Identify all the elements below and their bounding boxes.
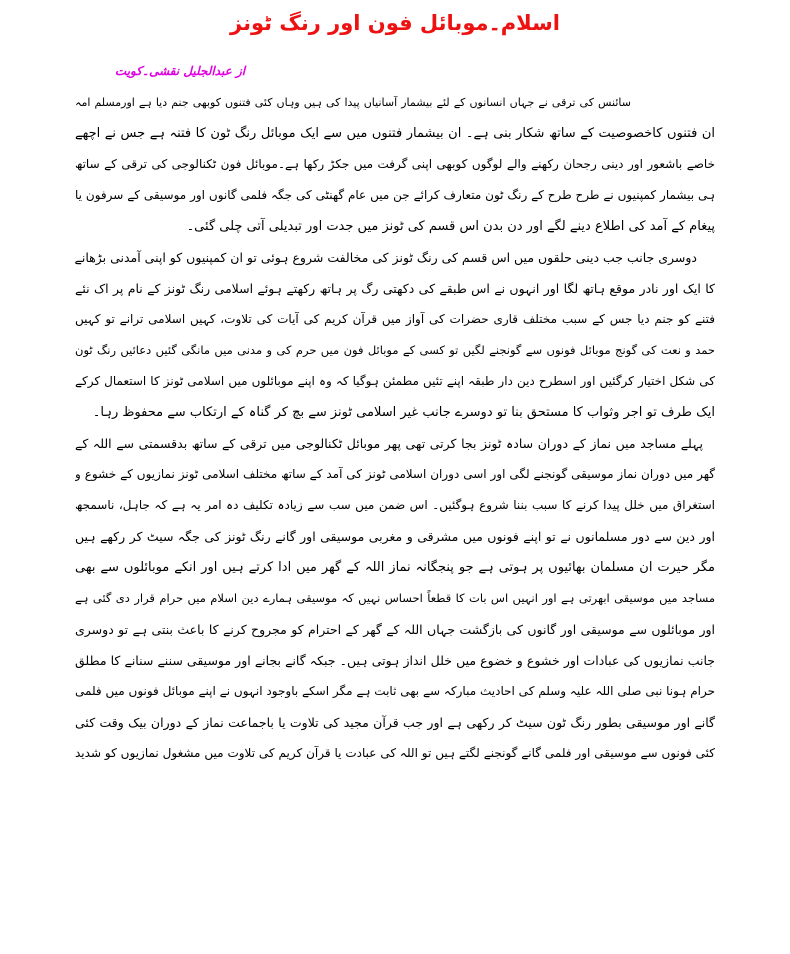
article-byline: از عبدالجلیل نقشی۔کویت: [114, 64, 246, 78]
text-line: استغراق میں خلل پیدا کرنے کا سبب بننا شروع ہوگئیں۔ اس ضمن میں سب سے زیادہ تکلیف دہ امر یہ ہے کہ جاہل، ناسمجھ: [75, 498, 715, 512]
text-line: ہی بیشمار کمپنیوں نے طرح طرح کے رنگ ٹون متعارف کرائے جن میں عام گھنٹی کی جگہ فلمی گانوں اور موسیقی کے سرفون یا: [75, 188, 715, 202]
text-line: کا ایک اور نادر موقع ہاتھ لگا اور انہوں نے اس طبقے کی دکھتی رگ پر ہاتھ رکھتے ہوئے اسلامی رنگ ٹونز کے نام پر اک نئے: [75, 281, 715, 296]
text-line: حمد و نعت کی گونج موبائل فونوں سے گونجنے لگیں تو کسی کے موبائل فون میں حرم کی و مدنی میں مانگی گئیں دعائیں رنگ ٹون: [75, 343, 715, 357]
text-line: اور موبائلوں سے موسیقی اور گانوں کی بازگشت جہاں اللہ کے گھر کے احترام کو مجروح کرنے کا باعث بنتی ہے تو دوسری: [75, 622, 715, 637]
text-line: خاصے باشعور اور دینی رجحان رکھنے والے لوگوں کوبھی اپنی گرفت میں جکڑ رکھا ہے۔موبائل فون ٹکنالوجی کی ترقی کے ساتھ: [75, 157, 715, 171]
text-line: کی شکل اختیار کرگئیں اور اسطرح دین دار طبقہ اپنے تئیں مطمئن ہوگیا کہ وہ اپنے موبائلوں میں اسلامی ٹونز کا استعمال کرکے: [75, 374, 715, 388]
article-title: اسلام۔موبائل فون اور رنگ ٹونز: [230, 11, 560, 35]
text-line: اور دین سے دور مسلمانوں نے تو اپنے فونوں میں مشرقی و مغربی موسیقی اور گانے رنگ ٹونز کی جگہ سیٹ کر رکھے ہیں: [75, 529, 715, 544]
text-line: مگر حیرت ان مسلمان بھائیوں پر ہوتی ہے جو پنجگانہ نماز اللہ کے گھر میں ادا کرتے ہیں اور انکے موبائلوں سے بھی: [75, 560, 715, 575]
text-line: ایک طرف تو اجر وثواب کا مستحق بنا تو دوسرے جانب غیر اسلامی ٹونز سے بچ کر گناہ کے ارتکاب سے محفوظ رہا۔: [92, 405, 715, 420]
text-line: پہلے مساجد میں نماز کے دوران سادہ ٹونز بجا کرتی تھی پھر موبائل ٹکنالوجی میں ترقی کے ساتھ بدقسمتی سے اللہ کے: [75, 436, 703, 451]
article-body: [75, 87, 715, 769]
text-line: گانے اور موسیقی بطور رنگ ٹون سیٹ کر رکھی ہے اور جب قرآن مجید کی تلاوت یا باجماعت نماز کے دوران بیک وقت کئی: [75, 715, 715, 730]
text-line: مساجد میں موسیقی ابھرتی ہے اور انہیں اس بات کا قطعاً احساس نہیں کہ موسیقی ہمارے دین اسلام میں حرام قرار دی گئی ہے: [75, 591, 715, 605]
text-line: پیغام کے آمد کی اطلاع دینے لگے اور دن بدن اس قسم کی ٹونز میں جدت اور تبدیلی آتی چلی گئی۔: [186, 219, 715, 234]
text-line: ان فتنوں کاخصوصیت کے ساتھ شکار بنی ہے۔ ان بیشمار فتنوں میں سے ایک موبائل رنگ ٹون کا فتنہ ہے جس نے اچھے: [75, 126, 715, 141]
text-line: فتنے کو جنم دیا جس کے سبب مختلف قاری حضرات کی آواز میں قرآن کریم کی آیات کی تلاوت، کہیں اسلامی ترانے تو کہیں: [75, 312, 715, 326]
text-line: کئی فونوں سے موسیقی اور فلمی گانے گونجنے لگتے ہیں تو اللہ کی عبادت یا قرآن کریم کی تلاوت میں مشغول نمازیوں کو شدید: [75, 746, 715, 760]
text-line: حرام ہونا نبی صلی اللہ علیہ وسلم کی احادیث مبارکہ سے بھی ثابت ہے مگر اسکے باوجود انہوں نے اپنے موبائل فونوں میں فلمی: [75, 684, 715, 698]
text-line: دوسری جانب جب دینی حلقوں میں اس قسم کی رنگ ٹونز کی مخالفت شروع ہوئی تو ان کمپنیوں کو اپنی آمدنی بڑھانے: [75, 250, 697, 265]
text-line: سائنس کی ترقی نے جہاں انسانوں کے لئے بیشمار آسانیاں پیدا کی ہیں وہاں کئی فتنوں کوبھی جنم دیا ہے اورمسلم امہ: [75, 96, 631, 109]
text-line: گھر میں دوران نماز موسیقی گونجنے لگی اور اسی دوران اسلامی ٹونز کی آمد کے ساتھ مختلف اسلامی ٹونز نمازیوں کے خشوع و: [75, 467, 715, 481]
text-line: جانب نمازیوں کی عبادات اور خشوع و خضوع میں خلل انداز ہوتی ہیں۔ جبکہ گانے بجانے اور موسیقی سننے سنانے کا مطلق: [75, 653, 715, 668]
